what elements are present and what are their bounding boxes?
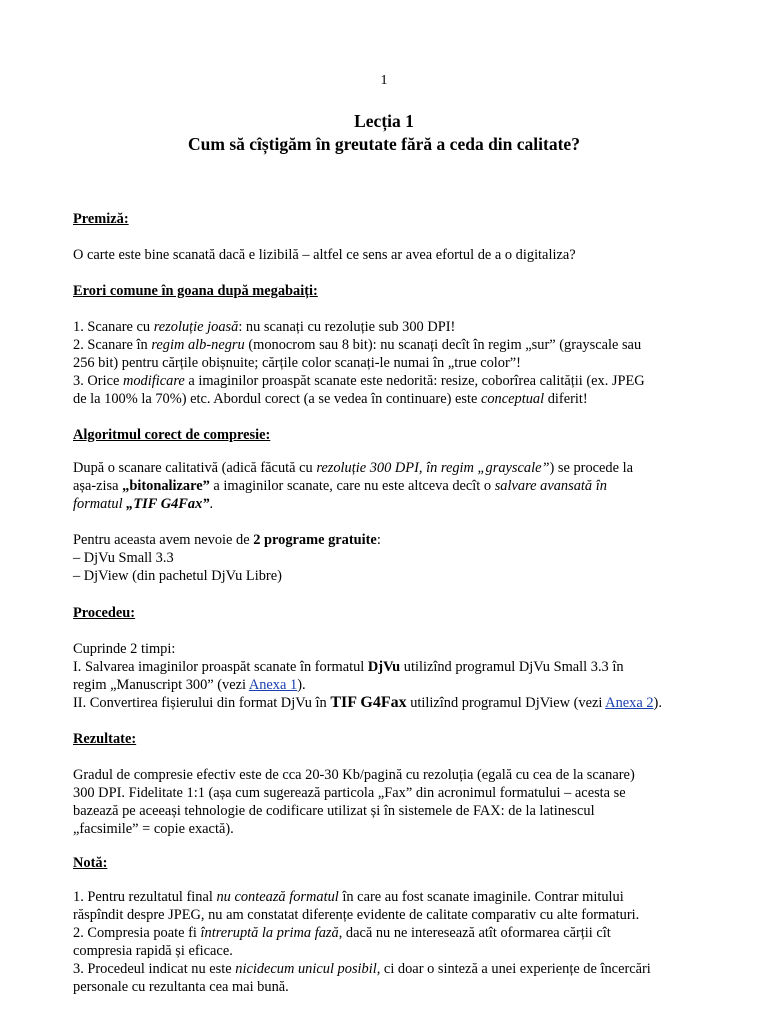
note-line-5: 3. Procedeul indicat nu este nicidecum unicul posibil, ci doar o sinteză a unei experiențe de încercări — [73, 961, 651, 977]
note-line-1: 1. Pentru rezultatul final nu contează formatul în care au fost scanate imaginile. Contrar mitului — [73, 889, 624, 905]
note-section — [73, 854, 713, 996]
procedure-line-4: II. Convertirea fișierului din format DjVu în TIF G4Fax utilizînd programul DjView (vezi Anexa 2). — [73, 694, 662, 711]
procedure-line-1: Cuprinde 2 timpi: — [73, 641, 176, 657]
procedure-section — [73, 604, 713, 712]
results-heading: Rezultate: — [73, 731, 137, 747]
errors-line-5: de la 100% la 70%) etc. Abordul corect (a se vedea în continuare) este conceptual diferit! — [73, 391, 588, 407]
anexa-1-link[interactable]: Anexa 1 — [248, 677, 298, 693]
algorithm-line-1: După o scanare calitativă (adică făcută cu rezoluție 300 DPI, în regim „grayscale”) se procede la — [73, 460, 633, 476]
results-line-3: bazează pe aceeași tehnologie de codificare utilizat și în sistemele de FAX: de la latinescul — [73, 803, 595, 819]
premise-heading: Premiză: — [73, 211, 129, 227]
results-section — [73, 730, 713, 838]
results-line-4: „facsimile” = copie exactă). — [73, 821, 234, 837]
procedure-line-2: I. Salvarea imaginilor proaspăt scanate în formatul DjVu utilizînd programul DjVu Small 3.3 în — [73, 659, 624, 675]
algorithm-heading: Algoritmul corect de compresie: — [73, 427, 271, 443]
note-line-4: compresia rapidă și eficace. — [73, 943, 233, 959]
algorithm-line-2: așa-zisa „bitonalizare” a imaginilor scanate, care nu este altceva decît o salvare avansată în — [73, 478, 607, 494]
errors-section — [73, 282, 713, 408]
programs-intro: Pentru aceasta avem nevoie de 2 programe gratuite: — [73, 532, 381, 548]
anexa-2-link[interactable]: Anexa 2 — [605, 695, 654, 711]
note-line-3: 2. Compresia poate fi întreruptă la prima fază, dacă nu ne interesează atît oformarea cărții cît — [73, 925, 611, 941]
lesson-title: Lecția 1 — [354, 111, 414, 131]
errors-line-3: 256 bit) pentru cărțile obișnuite; cărțile color scanați-le numai în „true color”! — [73, 355, 521, 371]
page-number: 1 — [380, 73, 388, 88]
program-item-djview: – DjView (din pachetul DjVu Libre) — [73, 568, 282, 584]
note-line-6: personale cu rezultanta cea mai bună. — [73, 979, 289, 995]
premise-section — [73, 210, 713, 264]
program-item-djvu-small: – DjVu Small 3.3 — [73, 550, 174, 566]
errors-heading: Erori comune în goana după megabaiți: — [73, 283, 318, 299]
errors-line-4: 3. Orice modificare a imaginilor proaspăt scanate este nedorită: resize, coborîrea calității (ex. JPEG — [73, 373, 645, 389]
procedure-heading: Procedeu: — [73, 605, 136, 621]
lesson-subtitle: Cum să cîștigăm în greutate fără a ceda din calitate? — [188, 134, 580, 154]
results-line-2: 300 DPI. Fidelitate 1:1 (așa cum sugerează particola „Fax” din acronimul formatului – acesta se — [73, 785, 626, 801]
algorithm-section — [73, 426, 713, 585]
note-heading: Notă: — [73, 855, 108, 871]
errors-line-1: 1. Scanare cu rezoluție joasă: nu scanați cu rezoluție sub 300 DPI! — [73, 319, 456, 335]
algorithm-line-3: formatul „TIF G4Fax”. — [73, 496, 214, 512]
results-line-1: Gradul de compresie efectiv este de cca 20-30 Kb/pagină cu rezoluția (egală cu cea de la scanare) — [73, 767, 635, 783]
errors-line-2: 2. Scanare în regim alb-negru (monocrom sau 8 bit): nu scanați decît în regim „sur” (grayscale sau — [73, 337, 642, 353]
note-line-2: răspîndit despre JPEG, nu am constatat diferențe evidente de calitate comparativ cu alte formaturi. — [73, 907, 640, 923]
premise-text: O carte este bine scanată dacă e lizibilă – altfel ce sens ar avea efortul de a o digitaliza? — [73, 247, 576, 263]
procedure-line-3: regim „Manuscript 300” (vezi Anexa 1). — [73, 677, 306, 693]
